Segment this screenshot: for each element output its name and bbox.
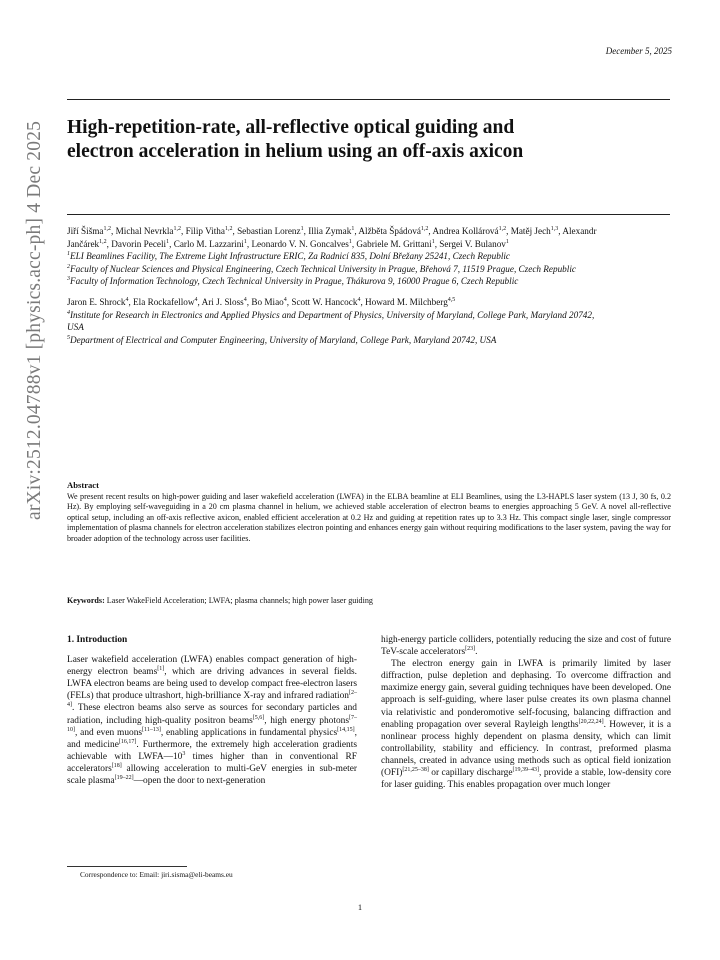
- title-bottom-rule: [67, 214, 670, 215]
- author-affiliation-mark: 1: [300, 225, 304, 232]
- author-affiliation-mark: 4: [243, 296, 247, 303]
- author-name: Carlo M. Lazzarini: [173, 238, 244, 249]
- author-name: Jaron E. Shrock: [67, 296, 126, 307]
- page-number: 1: [357, 902, 363, 912]
- author-affiliation-mark: 1,2: [103, 225, 111, 232]
- body-text-run: , enabling applications in fundamental physics: [160, 727, 338, 738]
- body-text-run: high-energy particle colliders, potentially reducing the size and cost of future TeV-scale accelerators: [381, 635, 671, 658]
- author-affiliation-mark: 1: [243, 238, 247, 245]
- author-name: Filip Vitha: [185, 226, 225, 236]
- affiliation-list-1: [67, 250, 607, 288]
- author-affiliation-mark: 1,2: [420, 225, 429, 232]
- paper-title-line-1: High-repetition-rate, all-reflective optical guiding and: [67, 117, 515, 138]
- affiliation-text: Faculty of Nuclear Sciences and Physical Engineering, Czech Technical University in Prague, Břehová 7, 11519 Prague, Czech Republic: [70, 263, 576, 274]
- paper-title-line-2: electron acceleration in helium using an off-axis axicon: [67, 141, 524, 162]
- author-list-1: Jiří Šišma$^{1,2}$, Michal Nevrkla$^{1,2}$, Filip Vitha$^{1,2}$, Sebastian Lorenz$^1$, Illia Zymak$^1$, Alžběta Špádová$^{1,2}$, Andrea Kollárová$^{1,2}$, Matěj Jech$^{1,3}$, Alexandr Jančárek$^{1,2}$, Davorin Peceli$^1$, Carlo M. Lazzarini$^1$, Leonardo V. N. Goncalves$^1$, Gabriele M. Grittani$^1$, Sergei V. Bulanov$^1$: [67, 225, 597, 249]
- body-text-run: or capillary discharge: [428, 768, 513, 779]
- author-affiliation-mark: 4: [357, 296, 361, 303]
- affiliation-text: ELI Beamlines Facility, The Extreme Light Infrastructure ERIC, Za Radnicí 835, Dolní Břežany 25241, Czech Republic: [70, 251, 510, 262]
- author-name: Michal Nevrkla: [115, 226, 174, 236]
- intro-paragraph-2: [381, 658, 671, 791]
- author-affiliation-mark: 1: [505, 238, 509, 245]
- author-name: Sergei V. Bulanov: [439, 238, 506, 249]
- body-text-run: , provide a stable, low-density core for laser guiding. This enables propagation over much longer: [381, 768, 671, 791]
- author-affiliation-mark: 1: [351, 225, 355, 232]
- abstract-text: We present recent results on high-power guiding and laser wakefield acceleration (LWFA) in the ELBA beamline at ELI Beamlines, using the L3-HAPLS laser system (13 J, 30 fs, 0.2 Hz). By employing self-waveguiding in a 20 cm plasma channel in helium, we achieved stable acceleration of electron beams to energies approaching 5 GeV. A novel all-reflective optical setup, including an off-axis reflective axicon, enabled efficient acceleration at 0.2 Hz and guiding at repetition rates up to 3.3 Hz. This compact single laser, single compressor implementation of plasma channels for electron acceleration stabilizes electron pointing and enhances energy gain without requiring modifications to the laser system, paving the way for broader adoption of the technology across user facilities.: [67, 491, 671, 543]
- citation-mark: [5,6]: [252, 714, 265, 721]
- affiliation-entry: [67, 263, 607, 276]
- affiliation-text: Institute for Research in Electronics and Applied Physics and Department of Physics, University of Maryland, College Park, Maryland 20742, USA: [67, 309, 595, 333]
- author-name: Alexandr Jančárek: [67, 226, 597, 249]
- author-block: [67, 225, 607, 346]
- affiliation-entry: [67, 334, 607, 347]
- body-text-run: .: [475, 647, 478, 658]
- affiliation-text: Faculty of Information Technology, Czech Technical University in Prague, Thákurova 9, 16000 Prague 6, Czech Republic: [70, 276, 519, 287]
- citation-mark: [7–10]: [67, 714, 357, 733]
- citation-mark: [14,15]: [337, 726, 355, 733]
- author-affiliation-mark: 1,2: [498, 225, 507, 232]
- author-name: Scott W. Hancock: [291, 296, 358, 307]
- body-text-run: . These electron beams also serve as sources for secondary particles and radiation, including high-quality positron beams: [67, 703, 357, 726]
- affiliation-number: 3: [67, 276, 70, 283]
- citation-mark: [2–4]: [67, 690, 357, 709]
- citation-mark: 3: [182, 750, 186, 757]
- keywords-label: Keywords:: [67, 596, 105, 605]
- author-name: Howard M. Milchberg: [365, 296, 448, 307]
- keywords-line: [67, 596, 671, 605]
- affiliation-number: 1: [67, 251, 70, 258]
- body-text-run: allowing acceleration to multi-GeV energies in sub-meter scale plasma: [67, 763, 357, 787]
- author-affiliation-mark: 4: [125, 296, 129, 303]
- author-name: Leonardo V. N. Goncalves: [251, 238, 349, 249]
- author-name: Alžběta Špádová: [358, 226, 421, 236]
- body-text-run: , high energy photons: [264, 715, 349, 726]
- citation-mark: [19–22]: [114, 774, 134, 781]
- body-text-run: . However, it is a nonlinear process highly dependent on plasma density, which can limit controllability, stability and efficiency. In contrast, preformed plasma channels, created in advance using methods such as optical field ionization (OFI): [381, 719, 671, 779]
- author-affiliation-mark: 1,2: [224, 225, 233, 232]
- author-affiliation-mark: 1: [166, 238, 170, 245]
- author-affiliation-mark: 1: [431, 238, 435, 245]
- author-name: Illia Zymak: [308, 226, 352, 236]
- affiliation-list-2: [67, 309, 607, 347]
- citation-mark: [16,17]: [118, 738, 137, 745]
- footnote-rule: [67, 866, 187, 867]
- right-column: [381, 634, 671, 791]
- affiliation-number: 2: [67, 263, 70, 270]
- author-list-2: Jaron E. Shrock$^4$, Ela Rockafellow$^4$, Ari J. Sloss$^4$, Bo Miao$^4$, Scott W. Hancock$^4$, Howard M. Milchberg$^{4,5}$: [67, 296, 456, 307]
- affiliation-number: 5: [67, 334, 70, 341]
- correspondence-footnote: Correspondence to: Email: jiri.sisma@eli-beams.eu: [80, 870, 233, 879]
- author-affiliation-mark: 4: [194, 296, 198, 303]
- author-name: Gabriele M. Grittani: [356, 238, 432, 249]
- author-name: Ari J. Sloss: [201, 296, 244, 307]
- section-heading-introduction: 1. Introduction: [67, 635, 128, 645]
- abstract-heading: Abstract: [67, 480, 99, 490]
- author-name: Bo Miao: [251, 296, 284, 307]
- keywords-text: Laser WakeField Acceleration; LWFA; plasma channels; high power laser guiding: [104, 596, 373, 605]
- abstract-section: [67, 480, 671, 545]
- citation-mark: [11–13]: [142, 726, 161, 733]
- author-name: Jiří Šišma: [67, 226, 104, 236]
- body-text-run: times higher than in conventional RF accelerators: [67, 751, 357, 774]
- intro-paragraph-1: [67, 654, 357, 787]
- body-text-run: , and even muons: [75, 727, 143, 738]
- author-name: Davorin Peceli: [111, 238, 167, 249]
- author-affiliation-mark: 4,5: [447, 296, 456, 303]
- author-affiliation-mark: 1,3: [550, 225, 559, 232]
- left-column: [67, 634, 357, 787]
- header-date: December 5, 2025: [605, 46, 672, 56]
- body-text-run: The electron energy gain in LWFA is primarily limited by laser diffraction, pulse depletion and dephasing. To overcome diffraction and maximize energy gain, several guiding techniques have been developed. One approach is self-guiding, where laser pulse creates its own plasma channel via relativistic and ponderomotive self-focusing, balancing diffraction and enabling propagation over several Rayleigh lengths: [381, 659, 671, 730]
- author-affiliation-mark: 1,2: [173, 225, 182, 232]
- title-top-rule: [67, 99, 670, 100]
- author-name: Ela Rockafellow: [133, 296, 195, 307]
- author-name: Sebastian Lorenz: [237, 226, 301, 236]
- affiliation-entry: [67, 275, 607, 288]
- body-text-run: Laser wakefield acceleration (LWFA) enables compact generation of high-energy electron beams: [67, 655, 357, 678]
- body-text-run: , and medicine: [67, 727, 357, 750]
- body-text-run: —open the door to next-generation: [133, 776, 266, 787]
- citation-mark: [19,39–43]: [512, 766, 540, 773]
- body-text-run: . Furthermore, the extremely high acceleration gradients achievable with LWFA—10: [67, 739, 357, 762]
- author-affiliation-mark: 1,2: [99, 238, 107, 245]
- affiliation-number: 4: [67, 309, 70, 316]
- arxiv-sidebar-stamp: arXiv:2512.04788v1 [physics.acc-ph] 4 Dec 2025: [24, 120, 45, 520]
- author-affiliation-mark: 1: [348, 238, 352, 245]
- citation-mark: [21,25–38]: [402, 766, 429, 773]
- affiliation-text: Department of Electrical and Computer Engineering, University of Maryland, College Park, Maryland 20742, USA: [70, 334, 497, 345]
- author-affiliation-mark: 4: [283, 296, 287, 303]
- affiliation-entry: [67, 250, 607, 263]
- body-text-run: , which are driving advances in several fields. LWFA electron beams are being used to develop compact free-electron lasers (FELs) that produce ultrashort, high-brilliance X-ray and infrared radiation: [67, 667, 357, 702]
- paper-title: [67, 116, 667, 164]
- citation-mark: [23]: [465, 645, 476, 652]
- citation-mark: [18]: [111, 762, 122, 769]
- citation-mark: [1]: [157, 666, 165, 673]
- affiliation-entry: [67, 309, 607, 334]
- author-name: Matěj Jech: [510, 226, 551, 236]
- intro-paragraph-1-continued: [381, 634, 671, 658]
- citation-mark: [20,22,24]: [578, 718, 604, 725]
- author-name: Andrea Kollárová: [432, 226, 499, 236]
